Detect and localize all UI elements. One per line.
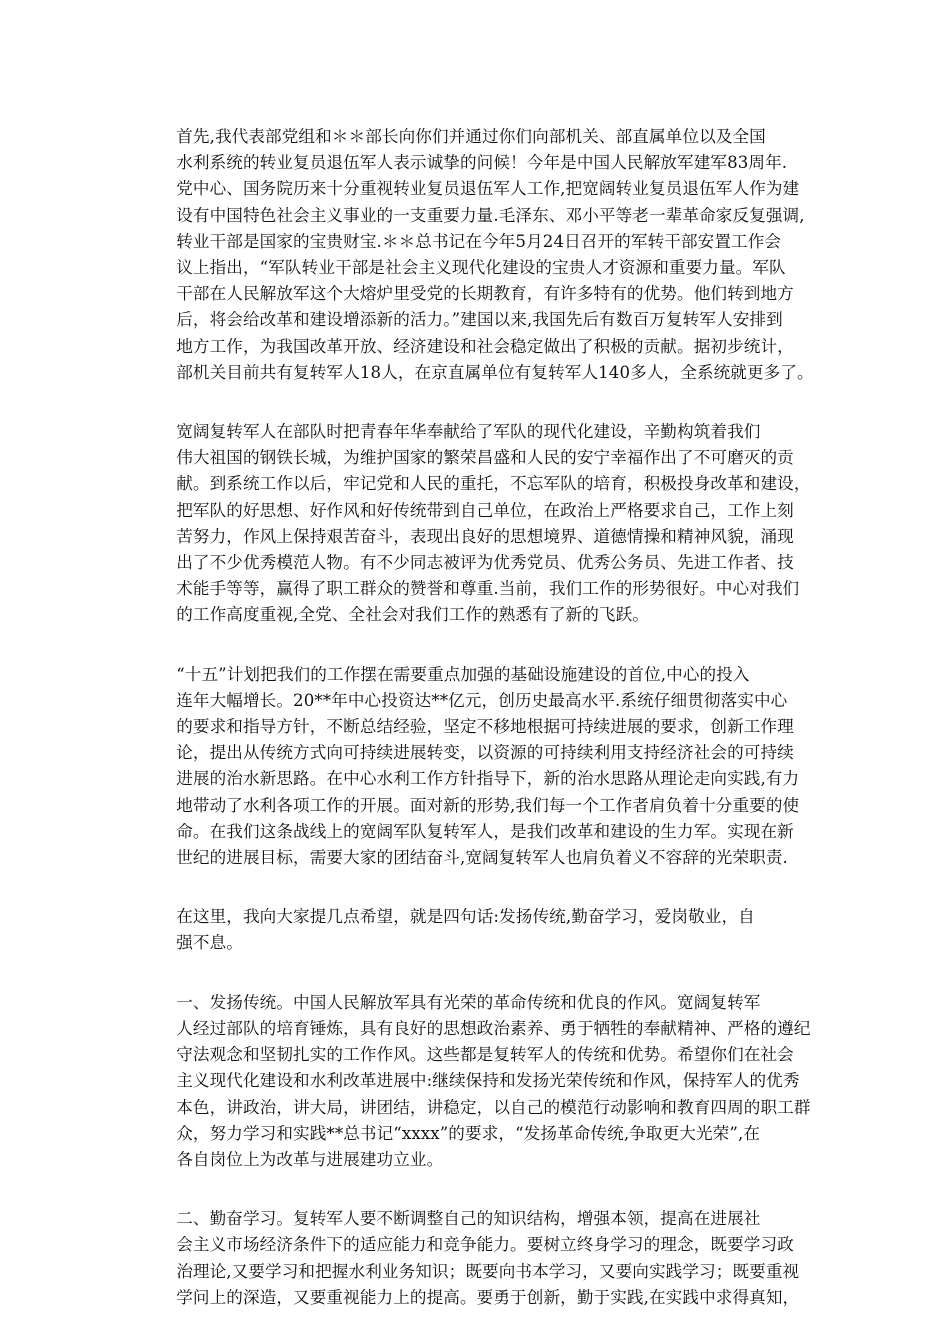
text-line: 主义现代化建设和水利改革进展中:继续保持和发扬光荣传统和作风，保持军人的优秀 <box>176 1071 800 1091</box>
text-line: 守法观念和坚韧扎实的工作作风。这些都是复转军人的传统和优势。希望你们在社会 <box>176 1045 794 1065</box>
text-line: 水利系统的转业复员退伍军人表示诚挚的问候！今年是中国人民解放军建军83周年. <box>176 153 788 173</box>
text-line: 干部在人民解放军这个大熔炉里受党的长期教育，有许多特有的优势。他们转到地方 <box>176 284 794 304</box>
text-line: 人经过部队的培育锤炼，具有良好的思想政治素养、勇于牺牲的奉献精神、严格的遵纪 <box>176 1018 811 1038</box>
paragraph-study <box>143 1206 813 1311</box>
text-line: 苦努力，作风上保持艰苦奋斗，表现出良好的思想境界、道德情操和精神风貌，涌现 <box>176 526 794 546</box>
text-line: 术能手等等，赢得了职工群众的赞誉和尊重.当前，我们工作的形势很好。中心对我们 <box>176 579 800 599</box>
paragraph-five-year-plan <box>143 662 813 872</box>
text-line: 二、勤奋学习。复转军人要不断调整自己的知识结构，增强本领，提高在进展社 <box>176 1209 761 1229</box>
text-line: 治理论,又要学习和把握水利业务知识；既要向书本学习，又要向实践学习；既要重视 <box>176 1261 800 1281</box>
text-line: 在这里，我向大家提几点希望，就是四句话:发扬传统,勤奋学习，爱岗敬业，自 <box>176 907 755 927</box>
text-line: 部机关目前共有复转军人18人，在京直属单位有复转军人140多人，全系统就更多了。 <box>176 362 814 382</box>
text-line: “十五”计划把我们的工作摆在需要重点加强的基础设施建设的首位,中心的投入 <box>176 664 750 684</box>
text-line: 出了不少优秀模范人物。有不少同志被评为优秀党员、优秀公务员、先进工作者、技 <box>176 553 794 573</box>
text-line: 地方工作，为我国改革开放、经济建设和社会稳定做出了积极的贡献。据初步统计， <box>176 336 794 356</box>
text-line: 把军队的好思想、好作风和好传统带到自己单位，在政治上严格要求自己，工作上刻 <box>176 500 794 520</box>
text-line: 会主义市场经济条件下的适应能力和竞争能力。要树立终身学习的理念，既要学习政 <box>176 1235 794 1255</box>
text-line: 学问上的深造，又要重视能力上的提高。要勇于创新，勤于实践,在实践中求得真知， <box>176 1287 800 1307</box>
text-line: 设有中国特色社会主义事业的一支重要力量.毛泽东、邓小平等老一辈革命家反复强调, <box>176 205 805 225</box>
text-line: 献。到系统工作以后，牢记党和人民的重托，不忘军队的培育，积极投身改革和建设， <box>176 474 811 494</box>
text-line: 后，将会给改革和建设增添新的活力。”建国以来,我国先后有数百万复转军人安排到 <box>176 310 783 330</box>
document-page <box>143 124 813 1344</box>
text-line: 各自岗位上为改革与进展建功立业。 <box>176 1149 444 1169</box>
paragraph-contributions <box>143 419 813 629</box>
text-line: 世纪的进展目标，需要大家的团结奋斗,宽阔复转军人也肩负着义不容辞的光荣职责. <box>176 848 788 868</box>
text-line: 强不息。 <box>176 933 243 953</box>
paragraph-greeting <box>143 124 813 386</box>
paragraph-tradition <box>143 990 813 1173</box>
text-line: 连年大幅增长。20**年中心投资达**亿元，创历史最高水平.系统仔细贯彻落实中心 <box>176 690 788 710</box>
text-line: 宽阔复转军人在部队时把青春年华奉献给了军队的现代化建设，辛勤构筑着我们 <box>176 422 761 442</box>
text-line: 的要求和指导方针，不断总结经验，坚定不移地根据可持续进展的要求，创新工作理 <box>176 717 794 737</box>
text-line: 命。在我们这条战线上的宽阔军队复转军人，是我们改革和建设的生力军。实现在新 <box>176 821 794 841</box>
paragraph-hopes <box>143 904 813 956</box>
text-line: 转业干部是国家的宝贵财宝.＊＊总书记在今年5月24日召开的军转干部安置工作会 <box>176 231 782 251</box>
text-line: 的工作高度重视,全党、全社会对我们工作的熟悉有了新的飞跃。 <box>176 605 649 625</box>
text-line: 本色，讲政治，讲大局，讲团结，讲稳定，以自己的模范行动影响和教育四周的职工群 <box>176 1097 811 1117</box>
text-line: 地带动了水利各项工作的开展。面对新的形势,我们每一个工作者肩负着十分重要的使 <box>176 795 800 815</box>
text-line: 伟大祖国的钢铁长城，为维护国家的繁荣昌盛和人民的安宁幸福作出了不可磨灭的贡 <box>176 448 794 468</box>
text-line: 议上指出，“军队转业干部是社会主义现代化建设的宝贵人才资源和重要力量。军队 <box>176 258 786 278</box>
text-line: 众，努力学习和实践**总书记“xxxx”的要求，“发扬革命传统,争取更大光荣”,在 <box>176 1123 761 1143</box>
text-line: 党中心、国务院历来十分重视转业复员退伍军人工作,把宽阔转业复员退伍军人作为建 <box>176 179 800 199</box>
text-line: 首先,我代表部党组和＊＊部长向你们并通过你们向部机关、部直属单位以及全国 <box>176 127 766 146</box>
text-line: 进展的治水新思路。在中心水利工作方针指导下，新的治水思路从理论走向实践,有力 <box>176 769 800 789</box>
text-line: 一、发扬传统。中国人民解放军具有光荣的革命传统和优良的作风。宽阔复转军 <box>176 992 761 1012</box>
text-line: 论，提出从传统方式向可持续进展转变，以资源的可持续利用支持经济社会的可持续 <box>176 743 794 763</box>
